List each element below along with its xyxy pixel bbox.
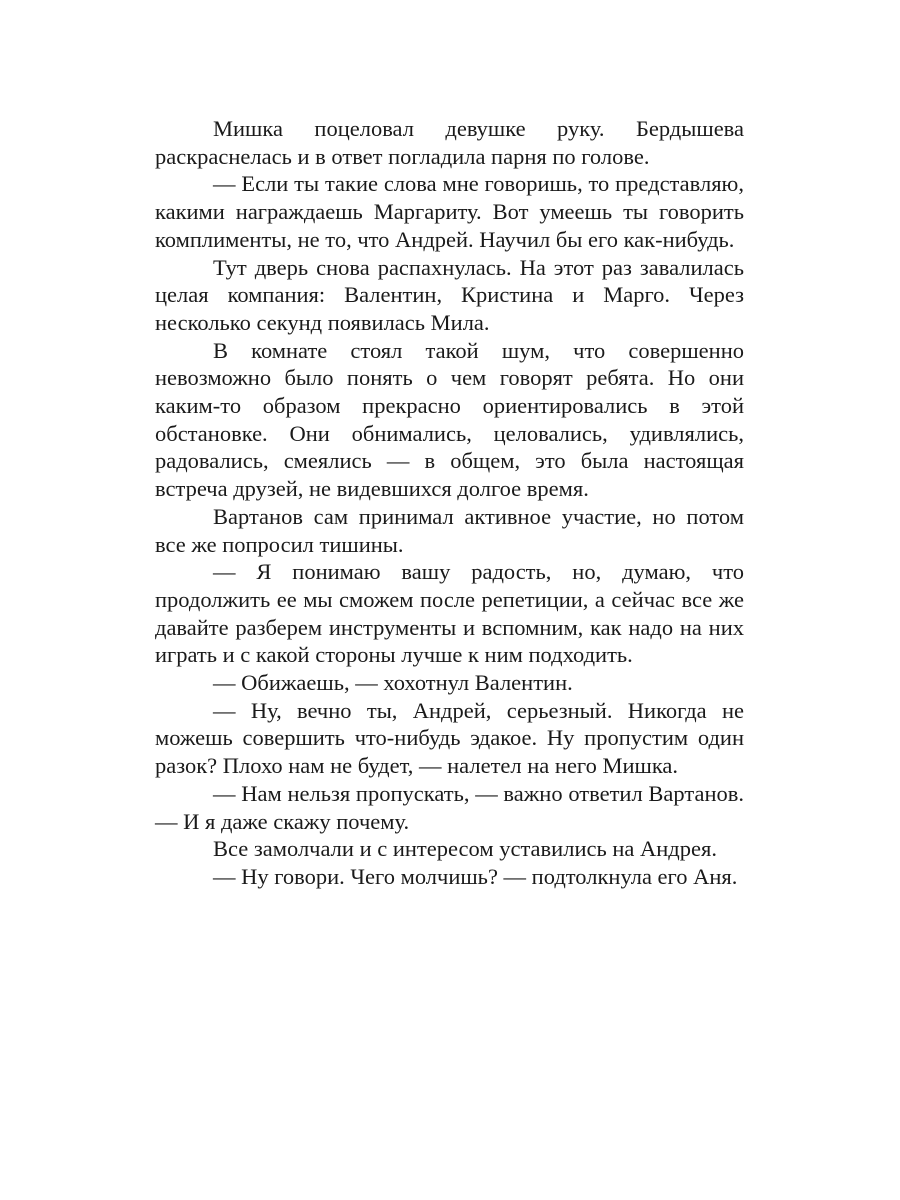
- paragraph-10: Все замолчали и с интересом уставились на Андрея.: [213, 836, 717, 862]
- paragraph-2: — Если ты такие слова мне говоришь, то представляю, какими награждаешь Маргариту. Вот умеешь ты говорить комплименты, не то, что Андрей. Научил бы его как-нибудь.: [155, 171, 744, 252]
- paragraph-5: Вартанов сам принимал активное участие, но потом все же попросил тишины.: [155, 503, 744, 557]
- paragraph-6: — Я понимаю вашу радость, но, думаю, что продолжить ее мы сможем после репетиции, а сейчас все же давайте разберем инструменты и вспомним, как надо на них играть и с какой стороны лучше к ним подходить.: [155, 559, 744, 668]
- paragraph-4: В комнате стоял такой шум, что совершенно невозможно было понять о чем говорят ребята. Но они каким-то образом прекрасно ориентировались в этой обстановке. Они обнимались, целовались, удивлялись, радовались, смеялись — в общем, это была настоящая встреча друзей, не видевшихся долгое время.: [155, 337, 744, 502]
- paragraph-3: Тут дверь снова распахнулась. На этот раз завалилась целая компания: Валентин, Кристина и Марго. Через несколько секунд появилась Мила.: [155, 254, 744, 335]
- paragraph-11: — Ну говори. Чего молчишь? — подтолкнула его Аня.: [213, 863, 738, 889]
- paragraph-1: Мишка поцеловал девушке руку. Бердышева раскраснелась и в ответ погладила парня по голове.: [155, 116, 744, 169]
- paragraph-9: — Нам нельзя пропускать, — важно ответил Вартанов. — И я даже скажу почему.: [155, 780, 744, 834]
- paragraph-7: — Обижаешь, — хохотнул Валентин.: [213, 670, 573, 696]
- book-page: [155, 115, 744, 891]
- paragraph-8: — Ну, вечно ты, Андрей, серьезный. Никогда не можешь совершить что-нибудь эдакое. Ну пропустим один разок? Плохо нам не будет, — налетел на него Мишка.: [155, 697, 744, 779]
